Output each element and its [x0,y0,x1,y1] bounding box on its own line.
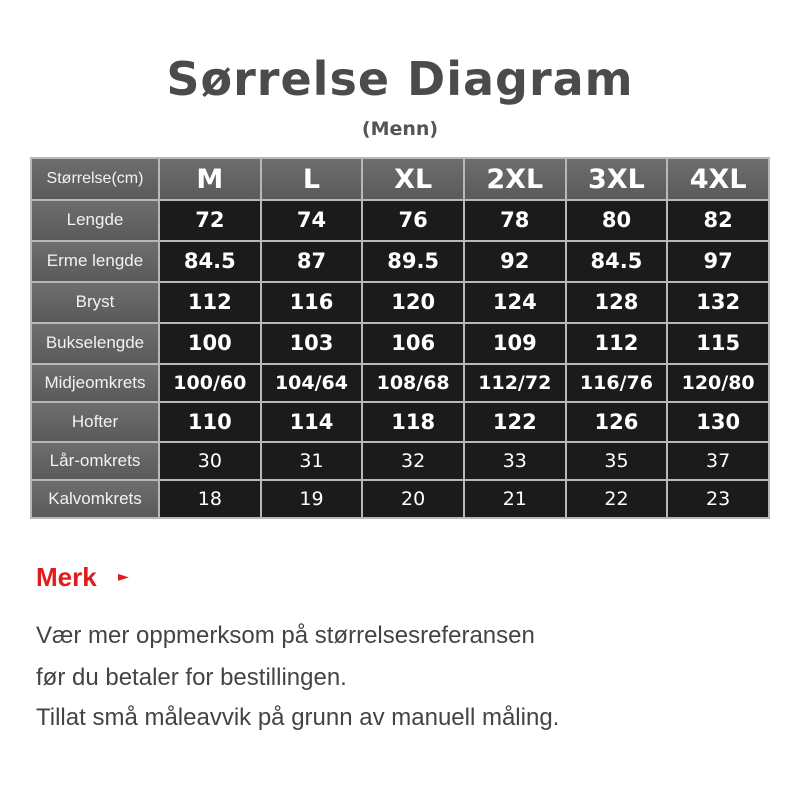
table-cell: 100 [160,324,260,363]
table-cell: 108/68 [363,365,463,401]
row-label: Bryst [32,283,158,322]
note-line: Vær mer oppmerksom på størrelsesreferansen [36,622,535,649]
table-row [32,481,768,517]
table-cell: 37 [668,443,768,479]
row-label: Hofter [32,403,158,442]
row-label: Erme lengde [32,242,158,281]
table-cell: 124 [465,283,565,322]
table-cell: 104/64 [262,365,362,401]
row-label: Midjeomkrets [32,365,158,401]
table-cell: 120/80 [668,365,768,401]
size-chart-table [30,157,770,519]
table-cell: 100/60 [160,365,260,401]
table-cell: 74 [262,201,362,240]
table-cell: 116/76 [567,365,667,401]
table-cell: 92 [465,242,565,281]
triangle-right-icon: ► [118,569,129,585]
corner-header: Størrelse(cm) [32,159,158,199]
table-row [32,242,768,281]
table-cell: 72 [160,201,260,240]
table-cell: 114 [262,403,362,442]
table-cell: 132 [668,283,768,322]
size-header-row [32,159,768,199]
table-cell: 80 [567,201,667,240]
size-header: 3XL [567,159,667,199]
table-row [32,365,768,401]
table-cell: 128 [567,283,667,322]
table-row [32,403,768,442]
table-cell: 23 [668,481,768,517]
table-cell: 33 [465,443,565,479]
table-cell: 21 [465,481,565,517]
table-cell: 118 [363,403,463,442]
table-cell: 112 [567,324,667,363]
row-label: Lår-omkrets [32,443,158,479]
table-cell: 82 [668,201,768,240]
table-cell: 116 [262,283,362,322]
table-cell: 22 [567,481,667,517]
page-subtitle: (Menn) [361,118,439,140]
size-header: XL [363,159,463,199]
size-header: 2XL [465,159,565,199]
table-cell: 122 [465,403,565,442]
page-title: Sørrelse Diagram [166,52,634,106]
table-cell: 84.5 [567,242,667,281]
table-cell: 120 [363,283,463,322]
table-cell: 112 [160,283,260,322]
table-row [32,283,768,322]
table-cell: 112/72 [465,365,565,401]
table-cell: 31 [262,443,362,479]
table-cell: 89.5 [363,242,463,281]
size-header: L [262,159,362,199]
note-line: før du betaler for bestillingen. [36,664,347,691]
row-label: Bukselengde [32,324,158,363]
table-cell: 106 [363,324,463,363]
table-row [32,201,768,240]
size-header: M [160,159,260,199]
table-cell: 115 [668,324,768,363]
table-cell: 20 [363,481,463,517]
table-cell: 84.5 [160,242,260,281]
note-heading: Merk [36,562,97,592]
table-row [32,324,768,363]
table-cell: 30 [160,443,260,479]
table-cell: 19 [262,481,362,517]
table-cell: 87 [262,242,362,281]
table-cell: 35 [567,443,667,479]
table-cell: 18 [160,481,260,517]
note-line: Tillat små måleavvik på grunn av manuell måling. [36,704,560,731]
table-row [32,443,768,479]
row-label: Lengde [32,201,158,240]
table-cell: 76 [363,201,463,240]
table-cell: 126 [567,403,667,442]
row-label: Kalvomkrets [32,481,158,517]
table-cell: 110 [160,403,260,442]
table-cell: 32 [363,443,463,479]
table-cell: 97 [668,242,768,281]
table-cell: 130 [668,403,768,442]
table-cell: 78 [465,201,565,240]
table-cell: 103 [262,324,362,363]
table-cell: 109 [465,324,565,363]
size-header: 4XL [668,159,768,199]
